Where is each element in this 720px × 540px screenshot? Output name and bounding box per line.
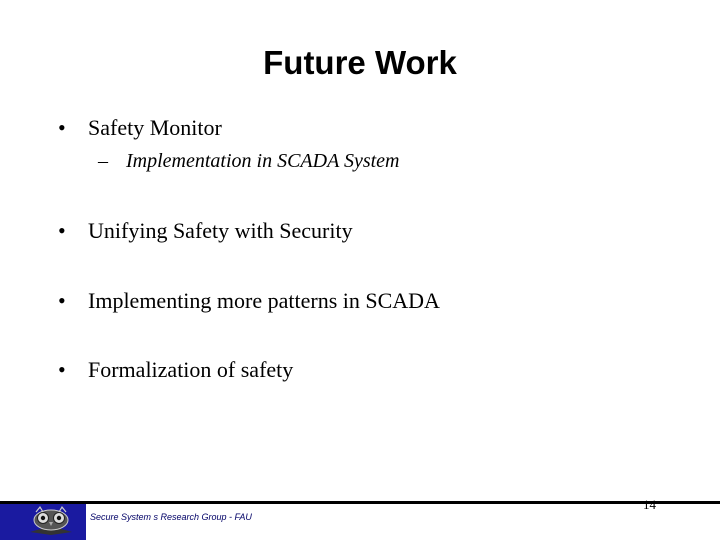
bullet-dot: • bbox=[58, 218, 66, 243]
footer-group-name: Secure System s Research Group - FAU bbox=[90, 512, 252, 522]
bullet-text: Unifying Safety with Security bbox=[88, 218, 353, 243]
footer-inner-panel bbox=[86, 504, 720, 540]
owl-logo-icon bbox=[28, 504, 74, 536]
bullet-text: Safety Monitor bbox=[88, 115, 222, 140]
sub-bullet-text: Implementation in SCADA System bbox=[126, 150, 400, 172]
page-number: 14 bbox=[643, 497, 656, 512]
bullet-formalization bbox=[58, 356, 293, 384]
bullet-safety-monitor bbox=[58, 114, 222, 142]
bullet-dot: • bbox=[58, 115, 66, 140]
bullet-text: Implementing more patterns in SCADA bbox=[88, 288, 440, 313]
sub-bullet-implementation bbox=[98, 147, 399, 175]
bullet-implementing-patterns bbox=[58, 287, 440, 315]
sub-bullet-dash: – bbox=[98, 150, 108, 172]
bullet-dot: • bbox=[58, 357, 66, 382]
slide-title: Future Work bbox=[263, 44, 457, 81]
bullet-unifying-safety bbox=[58, 217, 353, 245]
bullet-text: Formalization of safety bbox=[88, 357, 294, 382]
bullet-dot: • bbox=[58, 288, 66, 313]
